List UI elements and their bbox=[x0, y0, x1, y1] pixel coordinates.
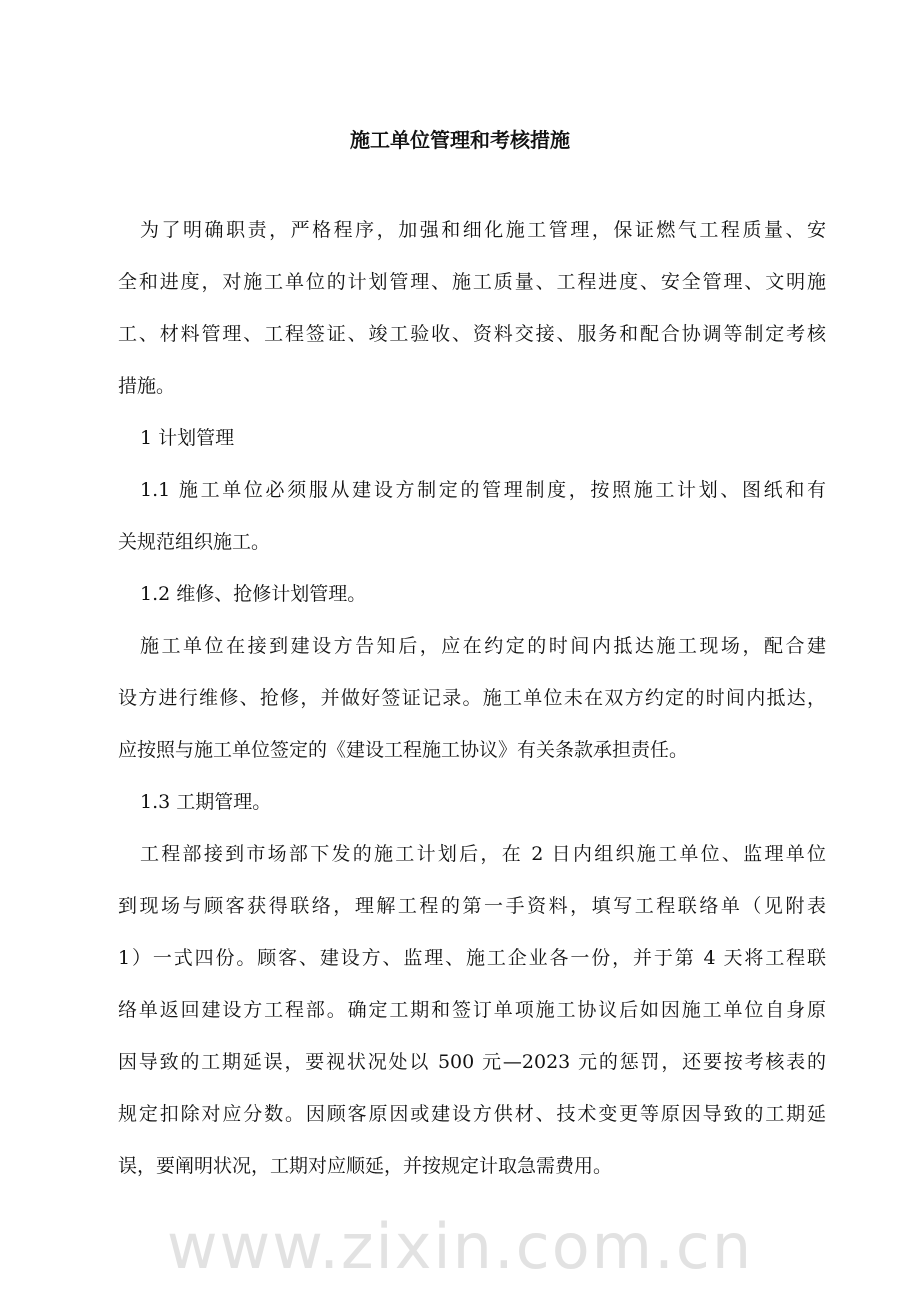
text-line: 1 计划管理 bbox=[140, 427, 235, 449]
watermark: www.zixin.com.cn bbox=[166, 1210, 754, 1283]
text-line: 1.2 维修、抢修计划管理。 bbox=[140, 583, 367, 605]
text-line: 1.3 工期管理。 bbox=[140, 791, 272, 813]
text-line: 工、材料管理、工程签证、竣工验收、资料交接、服务和配合协调等制定考核 bbox=[118, 323, 826, 345]
text-line: 因导致的工期延误，要视状况处以 500 元—2023 元的惩罚，还要按考核表的 bbox=[118, 1051, 826, 1073]
text-line: 措施。 bbox=[118, 375, 176, 397]
text-line: 络单返回建设方工程部。确定工期和签订单项施工协议后如因施工单位自身原 bbox=[118, 999, 826, 1021]
text-line: 施工单位在接到建设方告知后，应在约定的时间内抵达施工现场，配合建 bbox=[140, 635, 826, 657]
text-line: 到现场与顾客获得联络，理解工程的第一手资料，填写工程联络单（见附表 bbox=[118, 895, 826, 917]
text-line: 1.1 施工单位必须服从建设方制定的管理制度，按照施工计划、图纸和有 bbox=[140, 479, 826, 501]
document-body bbox=[118, 204, 826, 1192]
text-line: 1）一式四份。顾客、建设方、监理、施工企业各一份，并于第 4 天将工程联 bbox=[118, 947, 826, 969]
text-line: 关规范组织施工。 bbox=[118, 531, 271, 553]
text-line: 误，要阐明状况，工期对应顺延，并按规定计取急需费用。 bbox=[118, 1155, 613, 1177]
document-title: 施工单位管理和考核措施 bbox=[350, 128, 570, 152]
text-line: 设方进行维修、抢修，并做好签证记录。施工单位未在双方约定的时间内抵达， bbox=[118, 687, 826, 709]
text-line: 应按照与施工单位签定的《建设工程施工协议》有关条款承担责任。 bbox=[118, 739, 689, 761]
text-line: 为了明确职责，严格程序，加强和细化施工管理，保证燃气工程质量、安 bbox=[140, 219, 826, 241]
text-line: 规定扣除对应分数。因顾客原因或建设方供材、技术变更等原因导致的工期延 bbox=[118, 1103, 826, 1125]
text-line: 全和进度，对施工单位的计划管理、施工质量、工程进度、安全管理、文明施 bbox=[118, 271, 826, 293]
text-line: 工程部接到市场部下发的施工计划后，在 2 日内组织施工单位、监理单位 bbox=[140, 843, 826, 865]
